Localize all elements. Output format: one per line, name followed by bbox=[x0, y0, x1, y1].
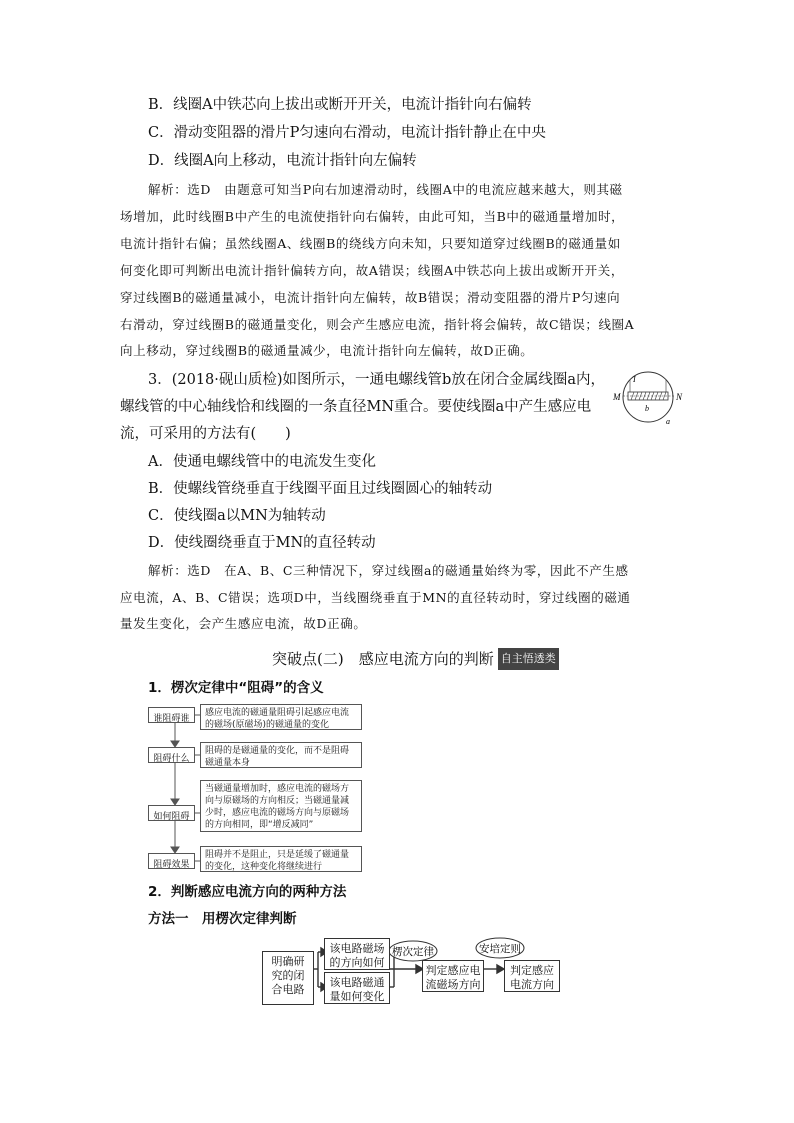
hindrance-key-who: 谁阻碍谁 bbox=[148, 707, 195, 723]
hindrance-line: 感应电流的磁通量阻碍引起感应电流 bbox=[205, 708, 350, 718]
flow-box-current-direction bbox=[504, 960, 560, 992]
hindrance-line: 当磁通量增加时，感应电流的磁场方 bbox=[205, 784, 350, 794]
label-a: a bbox=[666, 417, 670, 426]
hindrance-key-what: 阻碍什么 bbox=[148, 747, 195, 763]
section-title-text: 突破点(二) 感应电流方向的判断 bbox=[272, 650, 494, 668]
analysis-line: 右滑动，穿过线圈B的磁通量变化，则会产生感应电流，指针将会偏转，故C错误；线圈A bbox=[120, 317, 635, 332]
hindrance-line: 阻碍的是磁通量的变化，而不是阻碍 bbox=[205, 746, 350, 756]
flow-line: 电流方向 bbox=[510, 978, 554, 991]
analysis-line: 解析：选D 在A、B、C三种情况下，穿过线圈a的磁通量始终为零，因此不产生感 bbox=[148, 563, 629, 578]
label-i: I bbox=[633, 375, 636, 384]
coil-solenoid-figure bbox=[604, 368, 688, 428]
analysis-line: 何变化即可判断出电流计指针偏转方向，故A错误；线圈A中铁芯向上拔出或断开开关， bbox=[120, 263, 624, 278]
flow-line: 量如何变化 bbox=[329, 990, 385, 1003]
flow-line: 的方向如何 bbox=[329, 956, 385, 969]
flow-line: 判定感应电 bbox=[425, 964, 481, 977]
hindrance-text-how bbox=[200, 780, 362, 832]
flow-line: 明确研 bbox=[271, 955, 305, 968]
flow-line: 流磁场方向 bbox=[425, 978, 481, 991]
hindrance-line: 磁通量本身 bbox=[205, 758, 251, 768]
question-3-stem: 螺线管的中心轴线恰和线圈的一条直径MN重合。要使线圈a中产生感应电 bbox=[120, 399, 592, 415]
flow-box-field-direction bbox=[324, 938, 390, 970]
flow-box-induced-field bbox=[422, 960, 484, 992]
option-b: B．线圈A中铁芯向上拔出或断开开关，电流计指针向右偏转 bbox=[148, 97, 532, 113]
hindrance-text-effect bbox=[200, 846, 362, 872]
heading-hindrance: 1．楞次定律中“阻碍”的含义 bbox=[148, 680, 324, 696]
heading-method-one: 方法一 用楞次定律判断 bbox=[148, 911, 297, 927]
label-n: N bbox=[676, 392, 683, 402]
hindrance-line: 的方向相同，即“增反减同” bbox=[205, 820, 314, 830]
flow-box-flux-change bbox=[324, 972, 390, 1004]
question-3-stem: 3．(2018·砚山质检)如图所示，一通电螺线管b放在闭合金属线圈a内， bbox=[148, 372, 605, 388]
analysis-line: 穿过线圈B的磁通量减小，电流计指针向左偏转，故B错误；滑动变阻器的滑片P匀速向 bbox=[120, 290, 621, 305]
q3-option-c: C．使线圈a以MN为轴转动 bbox=[148, 508, 326, 524]
label-b: b bbox=[645, 404, 649, 413]
flow-label-lenz: 楞次定律 bbox=[392, 946, 434, 958]
analysis-line: 电流计指针右偏；虽然线圈A、线圈B的绕线方向未知，只要知道穿过线圈B的磁通量如 bbox=[120, 236, 621, 251]
hindrance-text-what bbox=[200, 742, 362, 768]
analysis-line: 应电流，A、B、C错误；选项D中，当线圈绕垂直于MN的直径转动时，穿过线圈的磁通 bbox=[120, 590, 631, 605]
analysis-line: 解析：选D 由题意可知当P向右加速滑动时，线圈A中的电流应越来越大，则其磁 bbox=[148, 182, 623, 197]
hindrance-text-who bbox=[200, 704, 362, 730]
hindrance-line: 的磁场(原磁场)的磁通量的变化 bbox=[205, 720, 330, 730]
q3-option-d: D．使线圈绕垂直于MN的直径转动 bbox=[148, 535, 376, 551]
option-c: C．滑动变阻器的滑片P匀速向右滑动，电流计指针静止在中央 bbox=[148, 125, 546, 141]
flow-line: 判定感应 bbox=[510, 964, 554, 977]
section-tag: 自主悟透类 bbox=[498, 648, 559, 670]
flow-line: 该电路磁场 bbox=[329, 942, 385, 955]
analysis-line: 场增加，此时线圈B中产生的电流使指针向右偏转，由此可知，当B中的磁通量增加时， bbox=[120, 209, 625, 224]
flow-line: 合电路 bbox=[271, 983, 305, 996]
q3-option-a: A．使通电螺线管中的电流发生变化 bbox=[148, 454, 376, 470]
option-d: D．线圈A向上移动，电流计指针向左偏转 bbox=[148, 153, 417, 169]
hindrance-line: 的变化，这种变化将继续进行 bbox=[205, 862, 323, 872]
flow-line: 究的闭 bbox=[271, 969, 305, 982]
hindrance-line: 少时，感应电流的磁场方向与原磁场 bbox=[205, 808, 350, 818]
hindrance-line: 向与原磁场的方向相反；当磁通量减 bbox=[205, 796, 350, 806]
section-title bbox=[272, 648, 559, 670]
flow-label-ampere: 安培定则 bbox=[479, 943, 521, 955]
flow-box-circuit bbox=[262, 951, 314, 1005]
analysis-line: 向上移动，穿过线圈B的磁通量减少，电流计指针向左偏转，故D正确。 bbox=[120, 343, 534, 358]
hindrance-key-effect: 阻碍效果 bbox=[148, 853, 195, 869]
question-3-stem: 流，可采用的方法有( ) bbox=[120, 426, 291, 442]
q3-option-b: B．使螺线管绕垂直于线圈平面且过线圈圆心的轴转动 bbox=[148, 481, 493, 497]
flow-line: 该电路磁通 bbox=[329, 976, 385, 989]
analysis-line: 量发生变化，会产生感应电流，故D正确。 bbox=[120, 616, 367, 631]
heading-methods: 2．判断感应电流方向的两种方法 bbox=[148, 884, 347, 900]
hindrance-line: 阻碍并不是阻止，只是延缓了磁通量 bbox=[205, 850, 350, 860]
label-m: M bbox=[613, 392, 621, 402]
hindrance-key-how: 如何阻碍 bbox=[148, 805, 195, 821]
